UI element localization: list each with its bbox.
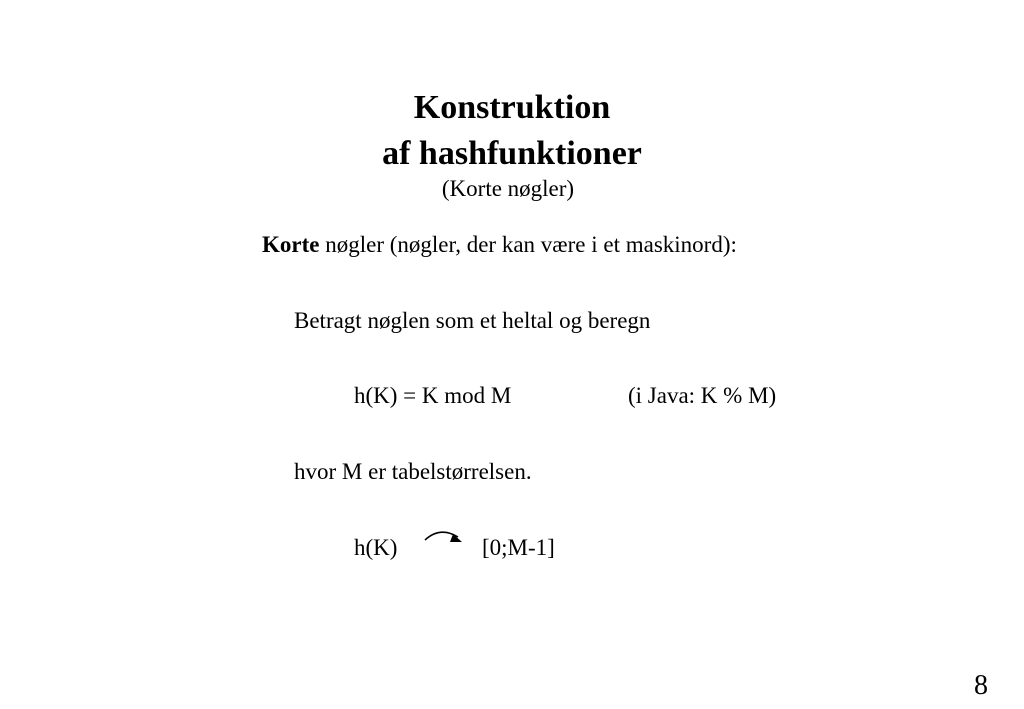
intro-line [262, 232, 737, 258]
maps-to-arrow-icon [420, 528, 468, 554]
slide-title-line-2: af hashfunktioner [382, 135, 642, 172]
slide-title-line-1: Konstruktion [413, 89, 611, 126]
hash-formula: h(K) = K mod M [354, 383, 512, 408]
hvor-line: hvor M er tabelstørrelsen. [294, 459, 532, 484]
page-number: 8 [974, 670, 988, 701]
betragt-line: Betragt nøglen som et heltal og beregn [294, 308, 651, 333]
mapping-domain: h(K) [354, 535, 398, 560]
mapping-range: [0;M-1] [482, 535, 555, 560]
java-note: (i Java: K % M) [628, 383, 777, 408]
intro-rest: nøgler (nøgler, der kan være i et maskinord): [319, 232, 737, 257]
intro-bold-word: Korte [262, 232, 320, 257]
slide-subtitle: (Korte nøgler) [441, 176, 575, 201]
